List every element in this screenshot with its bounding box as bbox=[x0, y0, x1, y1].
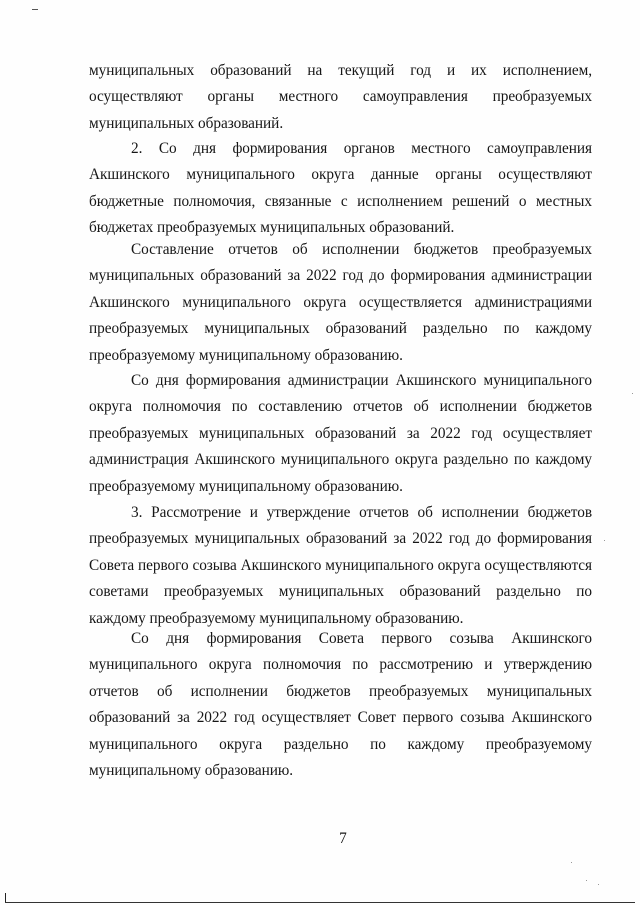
paragraph-text: 3. Рассмотрение и утверждение отчетов об исполнении бюджетов преобразуемых муниципальных образований за 2022 год до формирования Совета первого созыва Акшинского муниципального округа осуществляются советами преобразуемых муниципальных образований раздельно по каждому преобразуемому муниципальному образованию. bbox=[89, 504, 592, 627]
scan-speck bbox=[571, 862, 572, 863]
paragraph-text: муниципальных образований на текущий год и их исполнением, осуществляют органы местного самоуправления преобразуемых муниципальных образований. bbox=[89, 62, 592, 132]
paragraph-council-after bbox=[89, 626, 592, 784]
page-number: 7 bbox=[339, 830, 347, 847]
paragraph-reporting-before bbox=[89, 237, 592, 369]
scan-speck bbox=[598, 884, 599, 885]
paragraph-item-3 bbox=[89, 500, 592, 632]
scan-speck bbox=[586, 880, 587, 881]
scan-speck bbox=[632, 393, 633, 394]
scan-artifact-mark bbox=[32, 9, 38, 10]
scan-border-horizontal bbox=[5, 902, 635, 903]
paragraph-text: Со дня формирования администрации Акшинского муниципального округа полномочия по составлению отчетов об исполнении бюджетов преобразуемых муниципальных образований за 2022 год осуществляет администрация Акшинского муниципального округа раздельно по каждому преобразуемому муниципальному образованию. bbox=[89, 372, 592, 495]
paragraph-text: Со дня формирования Совета первого созыва Акшинского муниципального округа полномочия по рассмотрению и утверждению отчетов об исполнении бюджетов преобразуемых муниципальных образований за 2022 год осуществляет Совет первого созыва Акшинского муниципального округа раздельно по каждому преобразуемому муниципальному образованию. bbox=[89, 630, 592, 780]
paragraph-reporting-after bbox=[89, 368, 592, 500]
paragraph-item-2 bbox=[89, 136, 592, 242]
scan-speck bbox=[604, 540, 605, 541]
paragraph-text: Составление отчетов об исполнении бюджетов преобразуемых муниципальных образований за 2022 год до формирования администрации Акшинского муниципального округа осуществляется администрациями преобразуемых муниципальных образований раздельно по каждому преобразуемому муниципальному образованию. bbox=[89, 241, 592, 364]
paragraph-text: 2. Со дня формирования органов местного самоуправления Акшинского муниципального округа данные органы осуществляют бюджетные полномочия, связанные с исполнением решений о местных бюджетах преобразуемых муниципальных образований. bbox=[89, 140, 592, 237]
paragraph-continuation bbox=[89, 58, 592, 137]
